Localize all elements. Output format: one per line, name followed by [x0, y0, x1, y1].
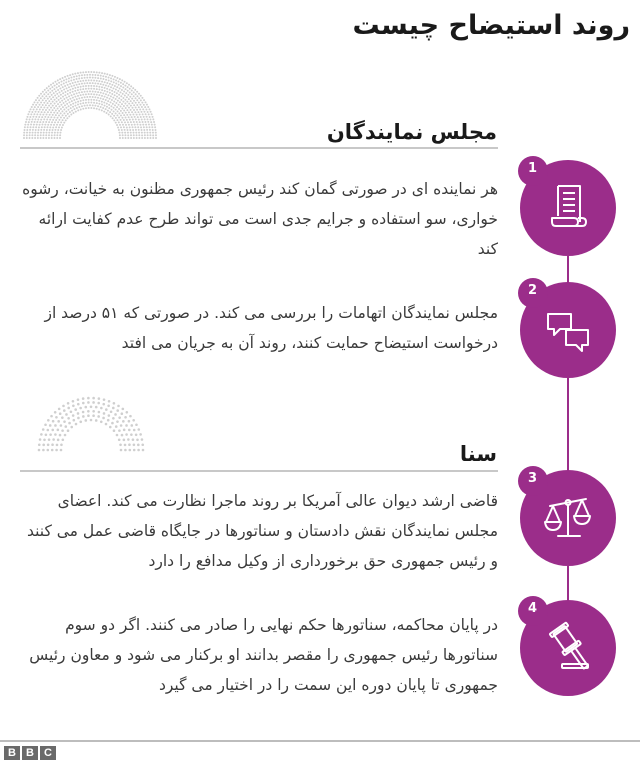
step-number: 2 [528, 283, 538, 298]
timeline-connector [567, 566, 569, 602]
step-number: 3 [528, 471, 538, 486]
step-4-marker [520, 600, 616, 696]
section-heading-house: مجلس نمایندگان [326, 120, 497, 144]
bbc-logo-letter: C [40, 746, 56, 760]
section-heading-senate: سنا [459, 442, 497, 466]
bbc-logo [4, 746, 56, 760]
bbc-logo-letter: B [4, 746, 20, 760]
senate-hemicycle-icon [24, 396, 158, 452]
footer-divider [0, 740, 640, 742]
infographic-title: روند استیضاح چیست [352, 10, 630, 41]
scales-of-justice-icon [538, 488, 598, 548]
speech-bubbles-icon [538, 300, 598, 360]
bbc-logo-letter: B [22, 746, 38, 760]
step-4-description: در پایان محاکمه، سناتورها حکم نهایی را صادر می کنند. اگر دو سوم سناتورها رئیس جمهوری را مقصر بدانند او برکنار می شود و معاون رئیس جمهوری تا پایان دوره این سمت را در اختیار می گیرد [29, 616, 498, 694]
section-divider [20, 470, 498, 472]
document-scroll-icon [538, 178, 598, 238]
step-1-marker [520, 160, 616, 256]
gavel-icon [538, 618, 598, 678]
timeline-connector [567, 378, 569, 472]
step-number: 1 [528, 161, 538, 176]
step-3-description: قاضی ارشد دیوان عالی آمریکا بر روند ماجرا نظارت می کند. اعضای مجلس نمایندگان نقش دادستان و سناتورها در جایگاه قاضی عمل می کنند و رئیس جمهوری حق برخورداری از وکیل مدافع را دارد [26, 492, 498, 570]
step-1-description: هر نماینده ای در صورتی گمان کند رئیس جمهوری مظنون به خیانت، رشوه خواری، سو استفاده و جرایم جدی است می تواند طرح عدم کفایت ارائه کند [22, 180, 498, 258]
step-number: 4 [528, 601, 538, 616]
step-2-description: مجلس نمایندگان اتهامات را بررسی می کند. در صورتی که ۵۱ درصد از درخواست استیضاح حمایت کنند، روند آن به جریان می افتد [44, 304, 498, 352]
section-divider [20, 147, 498, 149]
house-hemicycle-icon [20, 68, 160, 140]
step-3-marker [520, 470, 616, 566]
timeline-connector [567, 256, 569, 284]
step-2-marker [520, 282, 616, 378]
